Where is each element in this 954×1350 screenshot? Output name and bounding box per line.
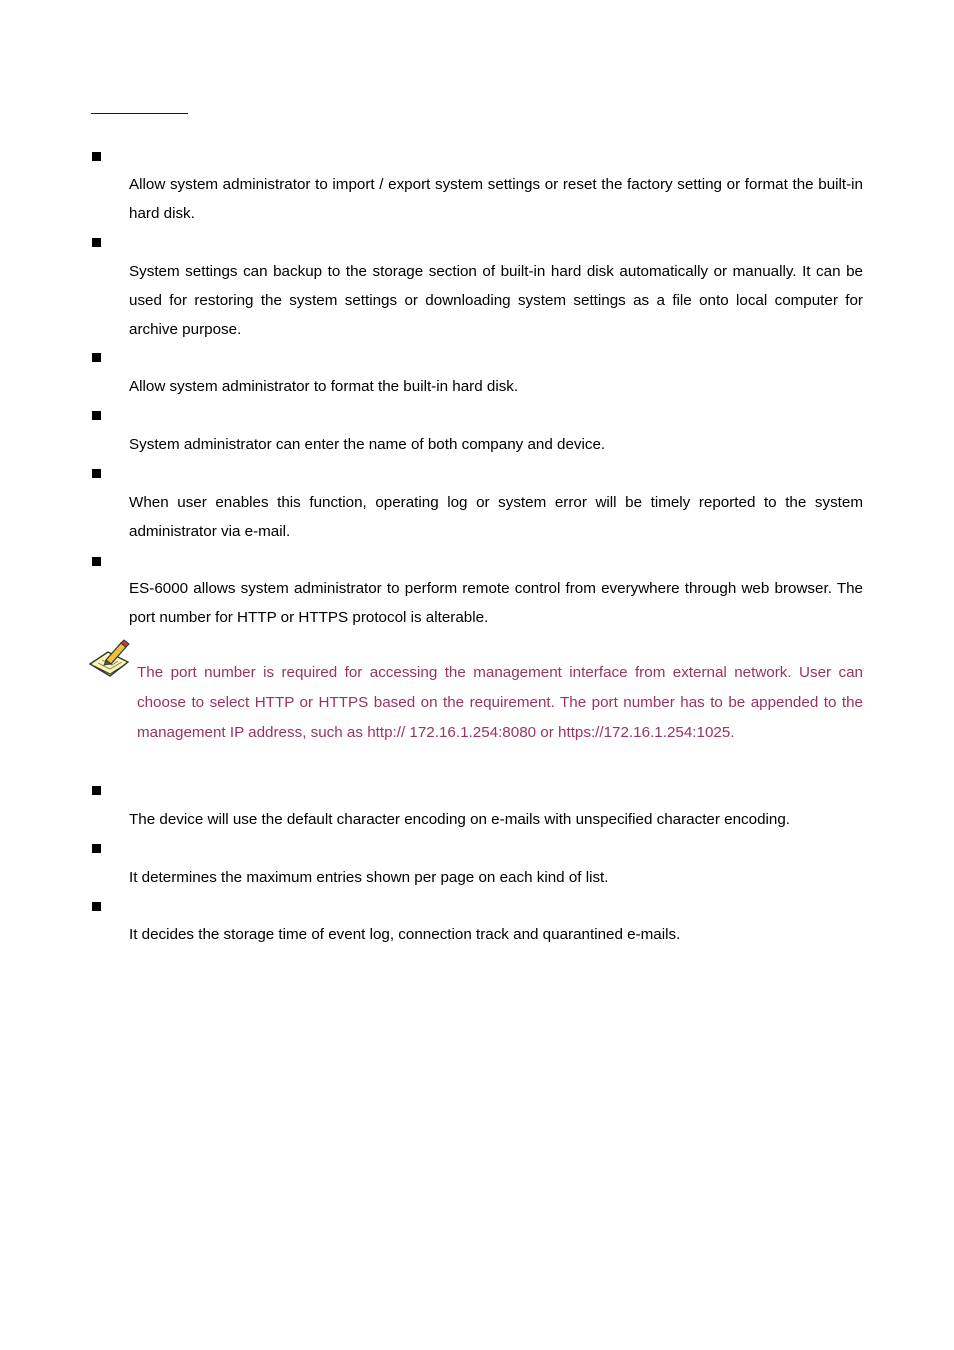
section-link-underline[interactable] bbox=[91, 95, 188, 114]
square-bullet-icon bbox=[92, 411, 101, 420]
bullet-heading-1 bbox=[92, 152, 864, 164]
bullet-heading-3 bbox=[92, 353, 864, 365]
bullet-heading-9 bbox=[92, 902, 864, 914]
square-bullet-icon bbox=[92, 557, 101, 566]
square-bullet-icon bbox=[92, 786, 101, 795]
bullet-heading-5 bbox=[92, 469, 864, 481]
item-description-2: System settings can backup to the storage section of built-in hard disk automatically or manually. It can be used for restoring the system settings or downloading system settings as a file onto local computer for archive purpose. bbox=[129, 263, 863, 338]
note-pencil-icon bbox=[88, 638, 132, 680]
item-description-5: When user enables this function, operating log or system error will be timely reported to the system administrator via e-mail. bbox=[129, 494, 863, 540]
square-bullet-icon bbox=[92, 469, 101, 478]
square-bullet-icon bbox=[92, 238, 101, 247]
bullet-heading-4 bbox=[92, 411, 864, 423]
item-description-4: System administrator can enter the name of both company and device. bbox=[129, 436, 606, 453]
bullet-heading-8 bbox=[92, 844, 864, 856]
square-bullet-icon bbox=[92, 353, 101, 362]
square-bullet-icon bbox=[92, 844, 101, 853]
item-description-1: Allow system administrator to import / export system settings or reset the factory setting or format the built-in hard disk. bbox=[129, 176, 863, 222]
item-description-9: It decides the storage time of event log, connection track and quarantined e-mails. bbox=[129, 926, 681, 943]
note-text: The port number is required for accessing the management interface from external network. User can choose to select HTTP or HTTPS based on the requirement. The port number has to be appended to the management IP address, such as http:// 172.16.1.254:8080 or https://172.16.1.254:1025. bbox=[137, 664, 863, 741]
item-description-3: Allow system administrator to format the built-in hard disk. bbox=[129, 378, 519, 395]
item-description-7: The device will use the default character encoding on e-mails with unspecified character encoding. bbox=[129, 811, 791, 828]
bullet-heading-2 bbox=[92, 238, 864, 250]
square-bullet-icon bbox=[92, 152, 101, 161]
square-bullet-icon bbox=[92, 902, 101, 911]
bullet-heading-6 bbox=[92, 557, 864, 569]
item-description-6: ES-6000 allows system administrator to perform remote control from everywhere through web browser. The port number for HTTP or HTTPS protocol is alterable. bbox=[129, 580, 863, 626]
item-description-8: It determines the maximum entries shown per page on each kind of list. bbox=[129, 869, 609, 886]
bullet-heading-7 bbox=[92, 786, 864, 798]
